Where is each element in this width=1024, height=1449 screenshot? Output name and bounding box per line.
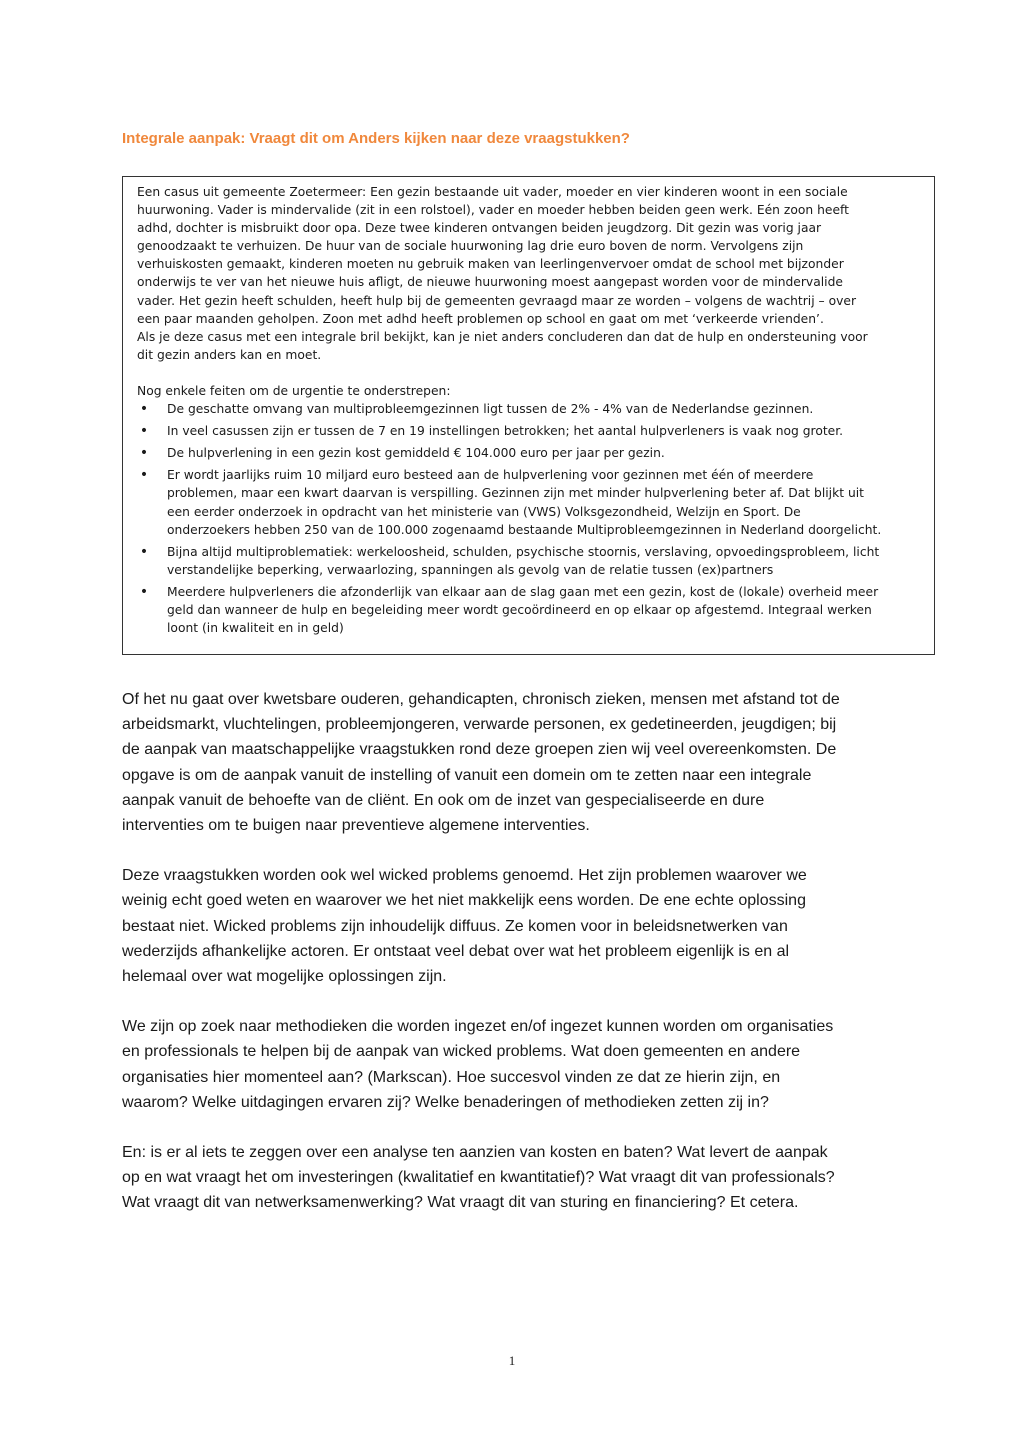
paragraph xyxy=(122,1014,912,1115)
paragraph-line: waarom? Welke uitdagingen ervaren zij? Welke benaderingen of methodieken zetten zij in? xyxy=(122,1093,769,1111)
bullet-line: De hulpverlening in een gezin kost gemiddeld € 104.000 euro per jaar per gezin. xyxy=(167,446,665,461)
case-line: Een casus uit gemeente Zoetermeer: Een gezin bestaande uit vader, moeder en vier kinderen woont in een sociale xyxy=(137,185,848,199)
paragraph xyxy=(122,687,912,838)
bullet-icon: • xyxy=(139,467,149,484)
case-intro xyxy=(137,183,920,364)
bullet-line: een eerder onderzoek in opdracht van het ministerie van (VWS) Volksgezondheid, Welzijn en Sport. De xyxy=(167,504,801,519)
paragraph xyxy=(122,863,912,989)
bullet-icon: • xyxy=(139,543,149,560)
facts-list xyxy=(137,400,920,637)
paragraph-line: arbeidsmarkt, vluchtelingen, probleemjongeren, verwarde personen, ex gedetineerden, jeugdigen; bij xyxy=(122,716,837,734)
section-title: Integrale aanpak: Vraagt dit om Anders kijken naar deze vraagstukken? xyxy=(122,130,630,147)
bullet-line: Bijna altijd multiproblematiek: werkeloosheid, schulden, psychische stoornis, verslaving, opvoedingsprobleem, licht xyxy=(167,544,880,559)
paragraph-line: opgave is om de aanpak vanuit de instelling of vanuit een domein om te zetten naar een integrale xyxy=(122,766,812,784)
paragraph-line: weinig echt goed weten en waarover we het niet makkelijk eens worden. De ene echte oplossing xyxy=(122,892,806,910)
bullet-icon: • xyxy=(139,445,149,462)
bullet-line: problemen, maar een kwart daarvan is verspilling. Gezinnen zijn met minder hulpverlening beter af. Dat blijkt uit xyxy=(167,486,864,501)
paragraph-line: op en wat vraagt het om investeringen (kwalitatief en kwantitatief)? Wat vraagt dit van professionals? xyxy=(122,1169,835,1187)
bullet-line: geld dan wanneer de hulp en begeleiding meer wordt gecoördineerd en op elkaar op afgestemd. Integraal werken xyxy=(167,602,872,617)
bullet-line: In veel casussen zijn er tussen de 7 en 19 instellingen betrokken; het aantal hulpverleners is vaak nog groter. xyxy=(167,424,844,439)
list-item xyxy=(137,583,920,637)
case-line: onderwijs te ver van het nieuwe huis afligt, de nieuwe huurwoning moest aangepast worden voor de mindervalide xyxy=(137,275,843,290)
case-line: dit gezin anders kan en moet. xyxy=(137,347,322,362)
paragraph-line: helemaal over wat mogelijke oplossingen zijn. xyxy=(122,968,447,986)
case-study-box xyxy=(122,176,935,655)
paragraph-line: Deze vraagstukken worden ook wel wicked problems genoemd. Het zijn problemen waarover we xyxy=(122,867,807,885)
paragraph-line: We zijn op zoek naar methodieken die worden ingezet en/of ingezet kunnen worden om organisaties xyxy=(122,1018,834,1036)
case-line: huurwoning. Vader is mindervalide (zit in een rolstoel), vader en moeder hebben beiden geen werk. Eén zoon heeft xyxy=(137,203,849,218)
bullet-line: Meerdere hulpverleners die afzonderlijk van elkaar aan de slag gaan met een gezin, kost de (lokale) overheid meer xyxy=(167,584,879,599)
paragraph-line: wederzijds afhankelijke actoren. Er ontstaat veel debat over wat het probleem eigenlijk is en al xyxy=(122,942,790,960)
list-item xyxy=(137,466,920,538)
case-line: vader. Het gezin heeft schulden, heeft hulp bij de gemeenten gevraagd maar ze worden – volgens de wachtrij – over xyxy=(137,293,857,308)
case-line: een paar maanden geholpen. Zoon met adhd heeft problemen op school en gaat om met ‘verkeerde vrienden’. xyxy=(137,311,824,326)
bullet-line: loont (in kwaliteit en in geld) xyxy=(167,621,344,636)
bullet-line: verstandelijke beperking, verwaarlozing, spanningen als gevolg van de relatie tussen (ex)partners xyxy=(167,562,774,577)
paragraph-line: organisaties hier momenteel aan? (Markscan). Hoe succesvol vinden ze dat ze hierin zijn, en xyxy=(122,1068,781,1086)
case-line: adhd, dochter is misbruikt door opa. Deze twee kinderen ontvangen beiden jeugdzorg. Dit gezin was vorig jaar xyxy=(137,221,822,236)
case-line: Als je deze casus met een integrale bril bekijkt, kan je niet anders concluderen dan dat de hulp en ondersteuning voor xyxy=(137,329,868,344)
paragraph-line: Wat vraagt dit van netwerksamenwerking? Wat vraagt dit van sturing en financiering? Et cetera. xyxy=(122,1194,799,1212)
spacer xyxy=(137,364,920,382)
list-item xyxy=(137,543,920,579)
case-line: genoodzaakt te verhuizen. De huur van de sociale huurwoning lag drie euro boven de norm. Vervolgens zijn xyxy=(137,239,804,254)
list-item xyxy=(137,444,920,462)
paragraph-line: interventies om te buigen naar preventieve algemene interventies. xyxy=(122,817,590,835)
page-number: 1 xyxy=(508,1353,516,1368)
bullet-line: onderzoekers hebben 250 van de 100.000 zogenaamd bestaande Multiprobleemgezinnen in Nederland doorgelicht. xyxy=(167,522,882,537)
paragraph xyxy=(122,1140,912,1216)
bullet-icon: • xyxy=(139,423,149,440)
paragraph-line: aanpak vanuit de behoefte van de cliënt. En ook om de inzet van gespecialiseerde en dure xyxy=(122,791,765,809)
list-item xyxy=(137,422,920,440)
body-text xyxy=(122,687,912,1241)
bullet-line: De geschatte omvang van multiprobleemgezinnen ligt tussen de 2% - 4% van de Nederlandse gezinnen. xyxy=(167,402,814,417)
list-item xyxy=(137,400,920,418)
bullet-line: Er wordt jaarlijks ruim 10 miljard euro besteed aan de hulpverlening voor gezinnen met één of meerdere xyxy=(167,468,814,483)
paragraph-line: de aanpak van maatschappelijke vraagstukken rond deze groepen zien wij veel overeenkomsten. De xyxy=(122,741,837,759)
paragraph-line: en professionals te helpen bij de aanpak van wicked problems. Wat doen gemeenten en andere xyxy=(122,1043,801,1061)
paragraph-line: En: is er al iets te zeggen over een analyse ten aanzien van kosten en baten? Wat levert de aanpak xyxy=(122,1144,828,1162)
facts-intro: Nog enkele feiten om de urgentie te onderstrepen: xyxy=(137,383,451,398)
case-line: verhuiskosten gemaakt, kinderen moeten nu gebruik maken van leerlingenvervoer omdat de school met bijzonder xyxy=(137,257,844,272)
paragraph-line: Of het nu gaat over kwetsbare ouderen, gehandicapten, chronisch zieken, mensen met afstand tot de xyxy=(122,691,840,708)
bullet-icon: • xyxy=(139,583,149,600)
paragraph-line: bestaat niet. Wicked problems zijn inhoudelijk diffuus. Ze komen voor in beleidsnetwerken van xyxy=(122,917,788,935)
bullet-icon: • xyxy=(139,401,149,418)
